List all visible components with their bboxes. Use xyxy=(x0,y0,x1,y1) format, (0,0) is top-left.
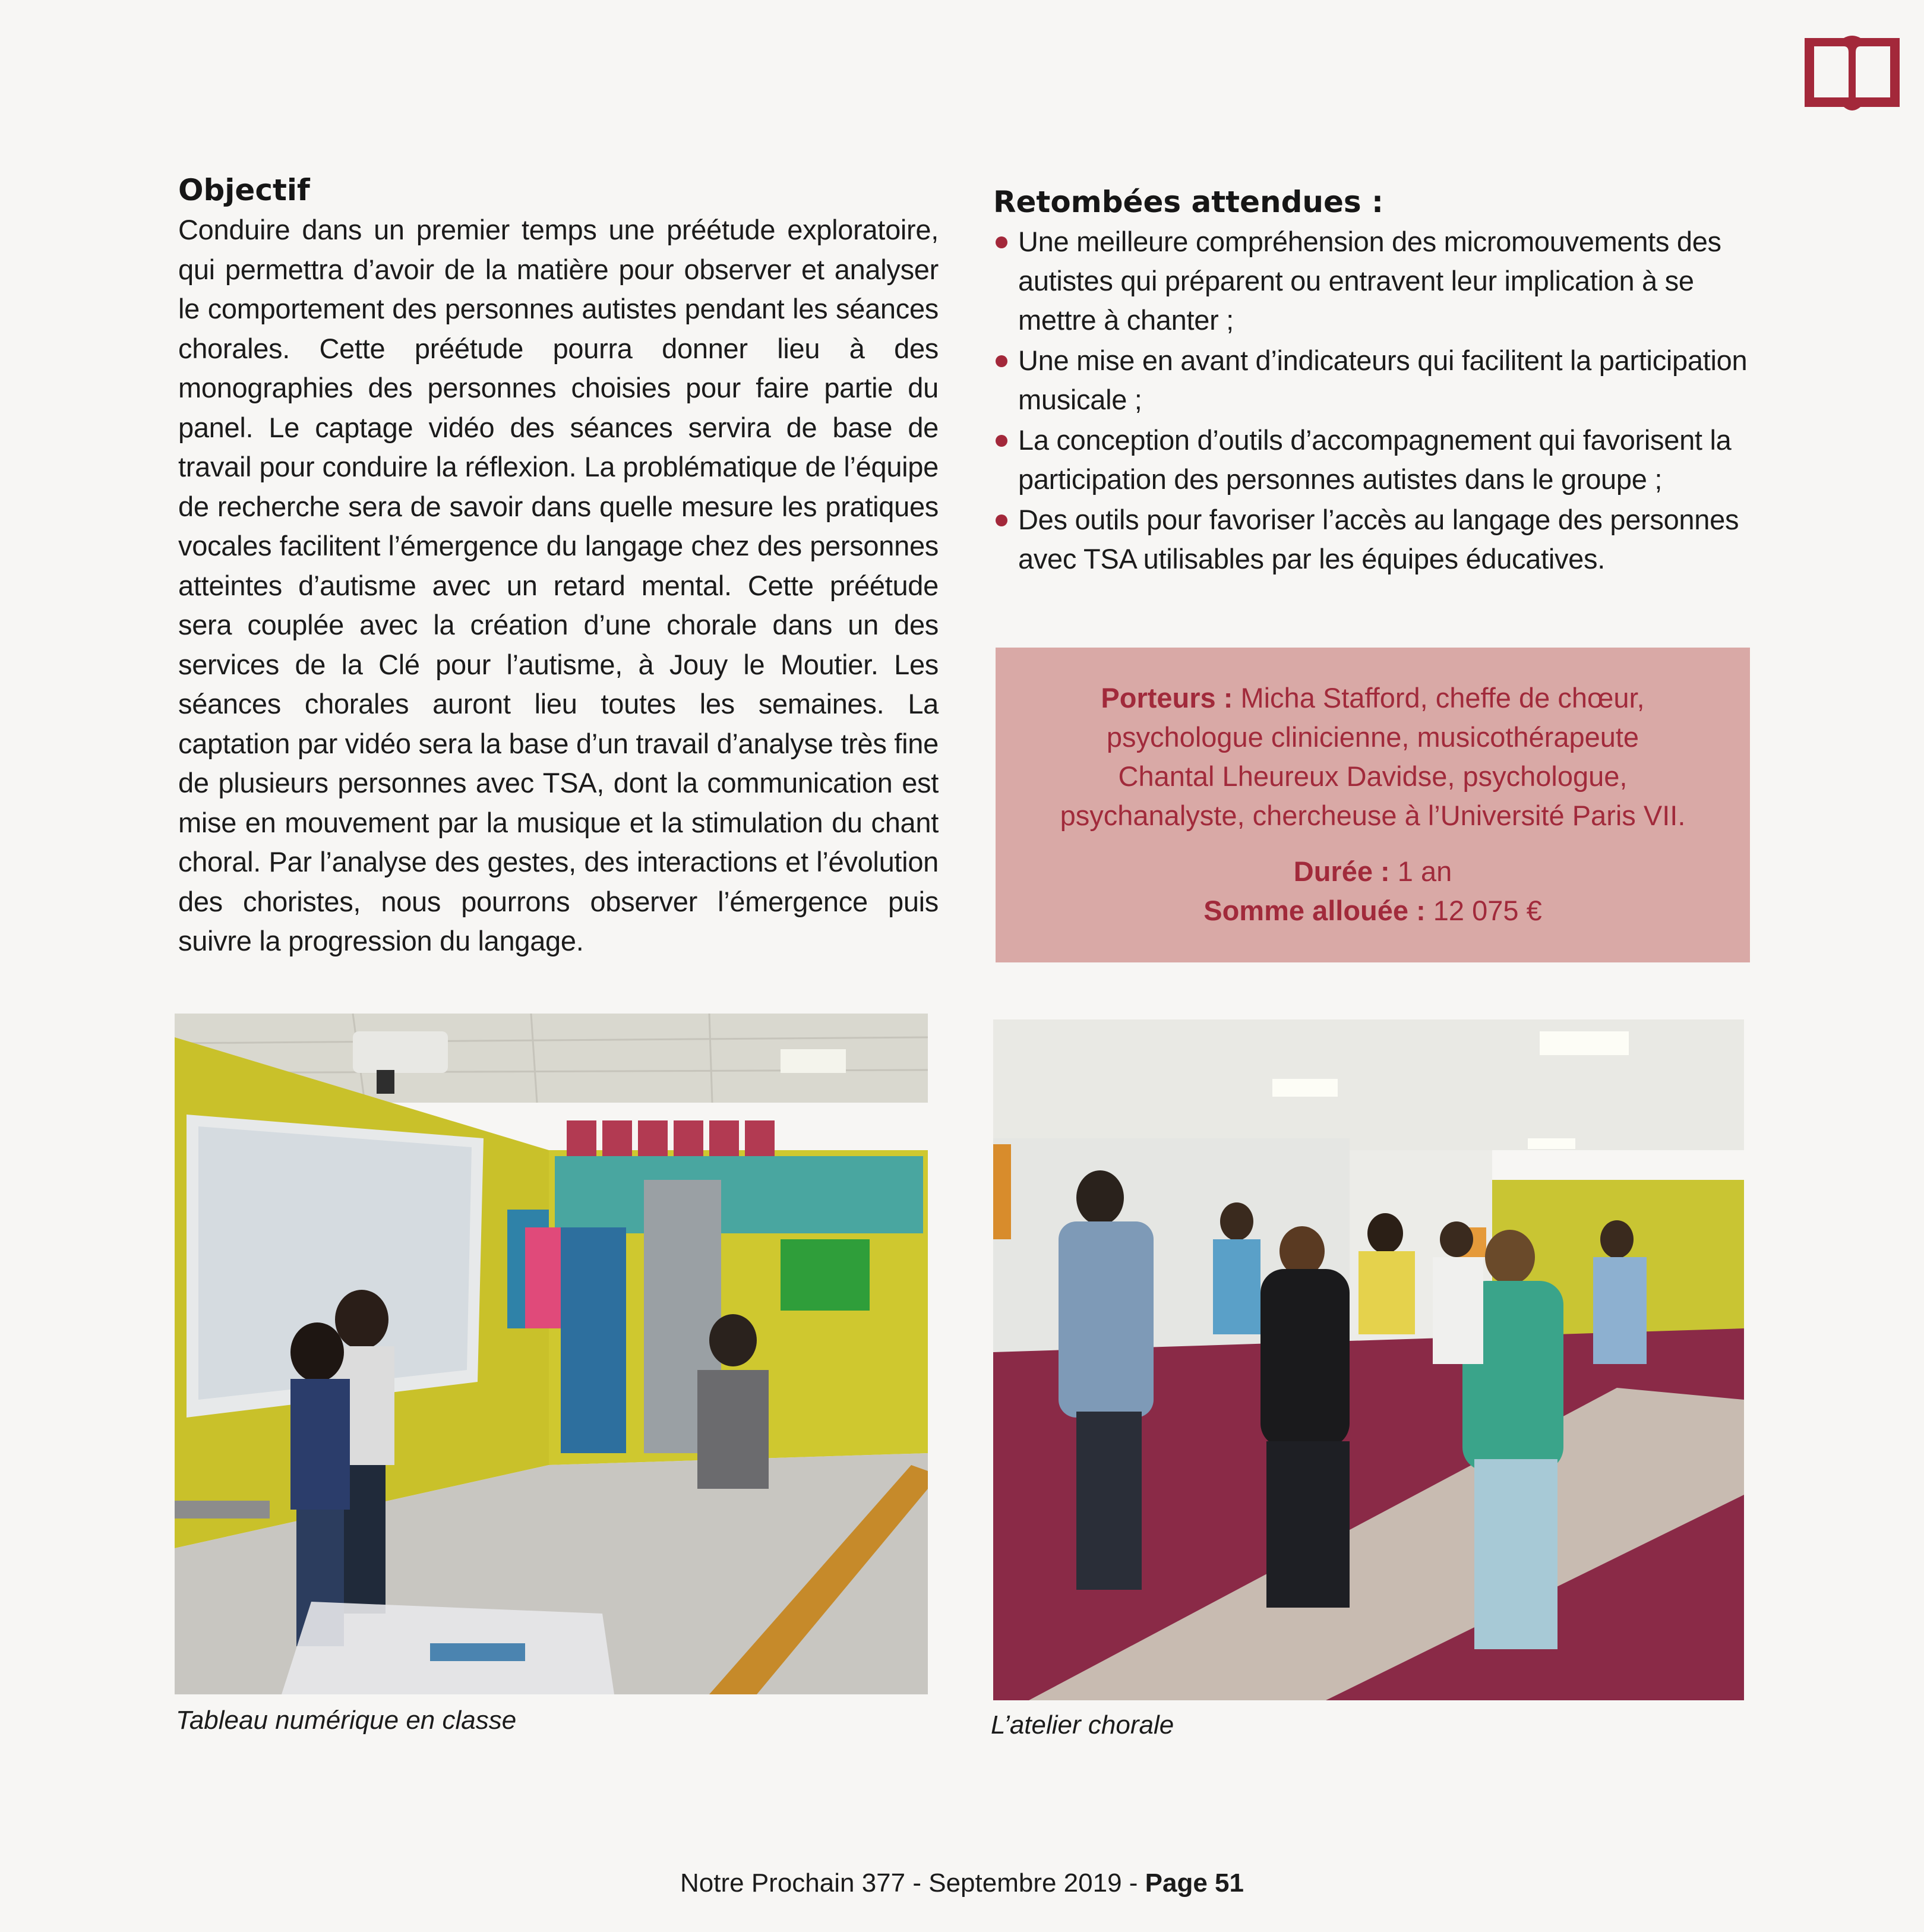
list-item xyxy=(993,421,1765,499)
objectif-heading: Objectif xyxy=(178,173,310,207)
porteurs-line-3: Chantal Lheureux Davidse, psychologue, xyxy=(1118,760,1628,792)
book-icon xyxy=(1799,25,1906,114)
list-item-text: Une mise en avant d’indicateurs qui facilitent la participation musicale ; xyxy=(1018,345,1748,415)
classroom-photo-caption: Tableau numérique en classe xyxy=(176,1706,517,1735)
duree-label: Durée : xyxy=(1293,855,1390,887)
retombees-list xyxy=(993,222,1765,579)
duree-value: 1 an xyxy=(1389,855,1452,887)
list-item xyxy=(993,500,1765,579)
choir-photo xyxy=(993,1019,1744,1700)
porteurs-line xyxy=(996,678,1750,718)
objectif-section xyxy=(178,172,939,961)
objectif-text: Conduire dans un premier temps une préétude exploratoire, qui permettra d’avoir de la matière pour observer et analyser le comportement des personnes autistes pendant les séances chorales. Cette préétude pourra donner lieu à des monographies des personnes choisies pour faire partie du panel. Le captage vidéo des séances servira de base de travail pour conduire la réflexion. La problématique de l’équipe de recherche sera de savoir dans quelle mesure les pratiques vocales facilitent l’émergence du langage chez des personnes atteintes d’autisme avec un retard mental. Cette préétude sera couplée avec la création d’une chorale dans un des services de la Clé pour l’autisme, à Jouy le Moutier. Les séances chorales auront lieu toutes les semaines. La captation par vidéo sera la base d’un travail d’analyse très fine de plusieurs personnes avec TSA, dont la communication est mise en mouvement par la musique et la stimulation du chant choral. Par l’analyse des gestes, des interactions et l’évolution des choristes, nous pourrons observer l’émergence puis suivre la progression du langage. xyxy=(178,214,939,956)
somme-line xyxy=(996,891,1750,930)
bullet-icon xyxy=(996,236,1007,248)
porteurs-label: Porteurs : xyxy=(1101,682,1233,714)
footer-publication: Notre Prochain 377 - Septembre 2019 - xyxy=(680,1868,1145,1898)
list-item xyxy=(993,341,1765,419)
list-item xyxy=(993,222,1765,340)
duree-line xyxy=(996,852,1750,891)
list-item-text: La conception d’outils d’accompagnement qui favorisent la participation des personnes autistes dans le groupe ; xyxy=(1018,424,1732,495)
funding-info-box xyxy=(996,648,1750,962)
choir-photo-caption: L’atelier chorale xyxy=(991,1710,1174,1740)
somme-value: 12 075 € xyxy=(1425,895,1542,926)
bullet-icon xyxy=(996,514,1007,526)
bullet-icon xyxy=(996,355,1007,367)
page-footer xyxy=(0,1867,1924,1900)
porteurs-value: Micha Stafford, cheffe de chœur, xyxy=(1233,682,1645,714)
list-item-text: Des outils pour favoriser l’accès au langage des personnes avec TSA utilisables par les équipes éducatives. xyxy=(1018,504,1739,574)
porteurs-line-2: psychologue clinicienne, musicothérapeute xyxy=(1106,721,1639,753)
retombees-section xyxy=(993,184,1765,580)
retombees-heading: Retombées attendues : xyxy=(993,185,1384,219)
page-number: Page 51 xyxy=(1145,1868,1244,1898)
classroom-photo xyxy=(175,1014,928,1694)
somme-label: Somme allouée : xyxy=(1203,895,1426,926)
porteurs-line-4: psychanalyste, chercheuse à l’Université Paris VII. xyxy=(1060,800,1686,831)
list-item-text: Une meilleure compréhension des micromouvements des autistes qui préparent ou entravent leur implication à se mettre à chanter ; xyxy=(1018,226,1721,336)
bullet-icon xyxy=(996,435,1007,447)
